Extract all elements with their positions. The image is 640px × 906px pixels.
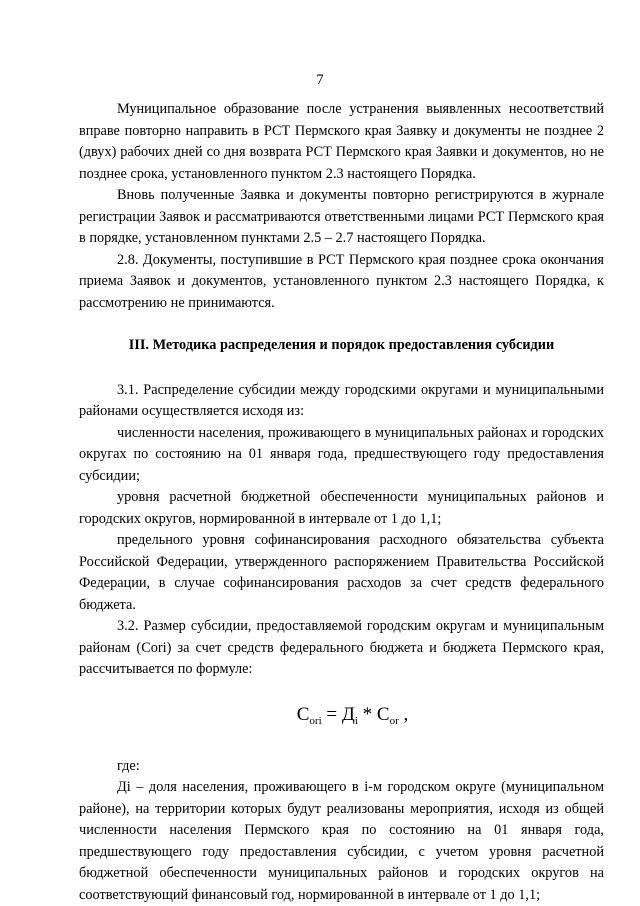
paragraph-resubmission: Муниципальное образование после устранения выявленных несоответствий вправе повторно направить в РСТ Пермского края Заявку и документы не позднее 2 (двух) рабочих дней со дня возврата РСТ Пермского края Заявки и документов, но не позднее срока, установленного пунктом 2.3 настоящего Порядка. — [79, 101, 604, 182]
paragraph-3-2: 3.2. Размер субсидии, предоставляемой городским округам и муниципальным районам (Cori) за счет средств федерального бюджета и бюджета Пермского края, рассчитывается по формуле: — [79, 618, 604, 677]
section-heading: III. Методика распределения и порядок предоставления субсидии — [128, 337, 555, 353]
where-label: где: — [117, 757, 140, 774]
paragraph-reregistration: Вновь полученные Заявка и документы повторно регистрируются в журнале регистрации Заявок и рассматриваются ответственными лицами РСТ Пермского края в порядке, установленном пунктами 2.5 – 2.7 настоящего Порядка. — [79, 187, 604, 246]
formula-lhs: $C_{ori}$ — [296, 703, 322, 727]
formula-tail: , — [403, 703, 409, 725]
formula-times: * — [362, 703, 373, 725]
formula-share: $Д_i$ — [341, 703, 358, 727]
page-number: 7 — [316, 72, 324, 88]
paragraph-population: численности населения, проживающего в муниципальных районах и городских округах по состоянию на 01 января года, предшествующего году предоставления субсидии; — [79, 424, 604, 484]
document-body — [79, 99, 604, 906]
formula-equals: = — [326, 703, 338, 725]
paragraph-3-1: 3.1. Распределение субсидии между городскими округами и муниципальными районами осуществляется исходя из: — [79, 381, 604, 419]
paragraph-budget-level: уровня расчетной бюджетной обеспеченности муниципальных районов и городских округов, нормированной в интервале от 1 до 1,1; — [79, 489, 604, 527]
definition-di: Дi – доля населения, проживающего в i-м городском округе (муниципальном районе), на территории которых будут реализованы мероприятия, исходя из общей численности населения Пермского края по состоянию на 01 января года, предшествующего году предоставления субсидии, с учетом уровня расчетной бюджетной обеспеченности муниципальных районов и городских округов на соответствующий финансовый год, нормированной в интервале от 1 до 1,1; — [79, 779, 604, 903]
paragraph-2-8: 2.8. Документы, поступившие в РСТ Пермского края позднее срока окончания приема Заявок и документов, установленного пунктом 2.3 настоящего Порядка, к рассмотрению не принимаются. — [79, 251, 604, 311]
subsidy-formula — [101, 701, 604, 735]
formula-rhs: $C_{or}$ — [376, 703, 399, 727]
paragraph-cofinancing: предельного уровня софинансирования расходного обязательства субъекта Российской Федерации, утвержденного распоряжением Правительства Российской Федерации, в случае софинансирования расходов за счет средств федерального бюджета. — [79, 532, 604, 613]
